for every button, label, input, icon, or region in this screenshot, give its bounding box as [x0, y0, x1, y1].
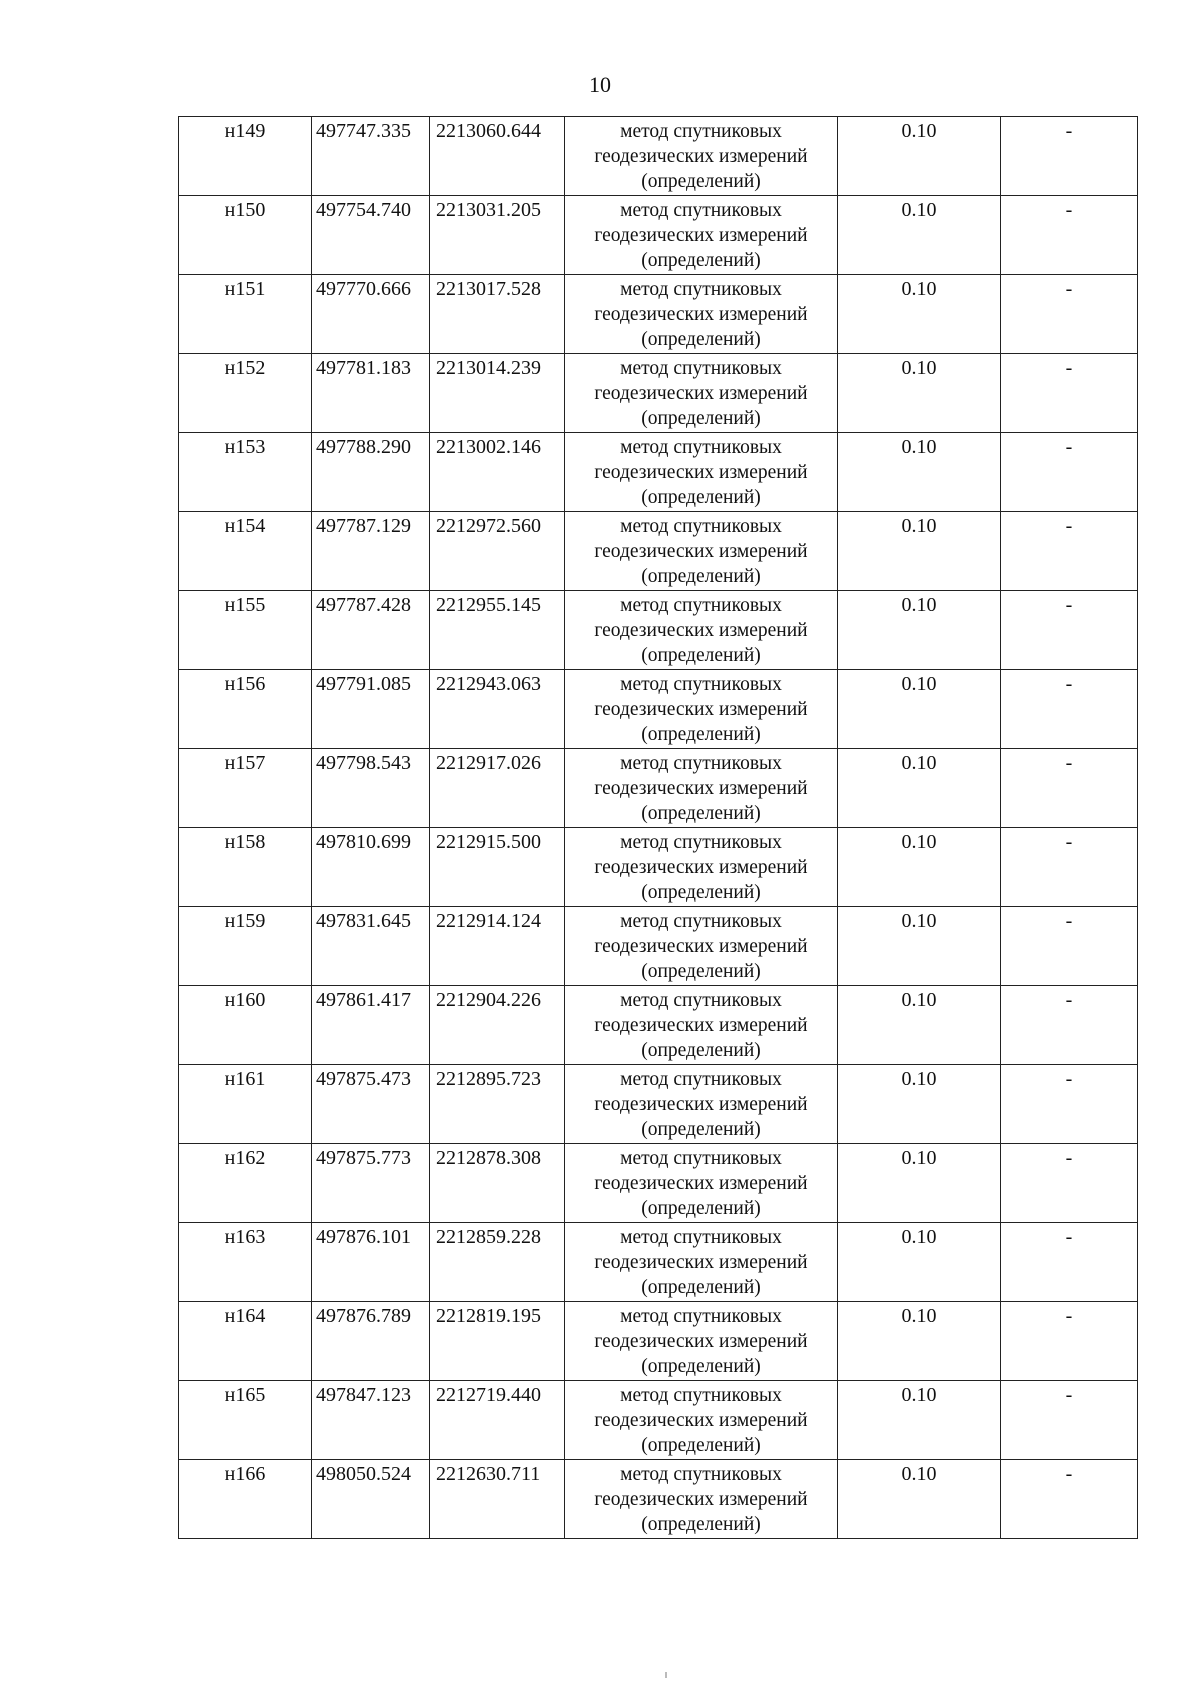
- table-row: [179, 512, 1138, 591]
- method-cell: [565, 670, 838, 749]
- description-cell: -: [1001, 591, 1138, 670]
- method-line: геодезических измерений: [594, 1252, 808, 1273]
- coord-x-cell: 497875.773: [312, 1144, 430, 1223]
- coord-y-cell: 2212895.723: [430, 1065, 565, 1144]
- method-line: (определений): [641, 408, 761, 429]
- table-row: [179, 1460, 1138, 1539]
- point-name-cell: н157: [179, 749, 312, 828]
- method-line: (определений): [641, 487, 761, 508]
- method-line: геодезических измерений: [594, 225, 808, 246]
- method-line: (определений): [641, 1119, 761, 1140]
- accuracy-cell: 0.10: [838, 1460, 1001, 1539]
- coord-x-cell: 497787.129: [312, 512, 430, 591]
- method-line: (определений): [641, 961, 761, 982]
- method-line: метод спутниковых: [620, 1385, 782, 1406]
- coordinates-table-body: [179, 117, 1138, 1539]
- method-line: геодезических измерений: [594, 1094, 808, 1115]
- coord-x-cell: 497831.645: [312, 907, 430, 986]
- accuracy-cell: 0.10: [838, 907, 1001, 986]
- table-row: [179, 1144, 1138, 1223]
- description-cell: -: [1001, 986, 1138, 1065]
- table-row: [179, 433, 1138, 512]
- table-row: [179, 828, 1138, 907]
- description-cell: -: [1001, 512, 1138, 591]
- method-line: метод спутниковых: [620, 1306, 782, 1327]
- coord-x-cell: 497847.123: [312, 1381, 430, 1460]
- method-line: геодезических измерений: [594, 1173, 808, 1194]
- method-cell: [565, 512, 838, 591]
- coordinates-table: [178, 116, 1138, 1539]
- method-line: (определений): [641, 1277, 761, 1298]
- coord-y-cell: 2213017.528: [430, 275, 565, 354]
- point-name-cell: н152: [179, 354, 312, 433]
- method-line: (определений): [641, 1435, 761, 1456]
- method-cell: [565, 1223, 838, 1302]
- description-cell: -: [1001, 354, 1138, 433]
- method-line: метод спутниковых: [620, 1464, 782, 1485]
- method-line: метод спутниковых: [620, 990, 782, 1011]
- method-cell: [565, 907, 838, 986]
- coord-x-cell: 497875.473: [312, 1065, 430, 1144]
- coord-y-cell: 2212878.308: [430, 1144, 565, 1223]
- method-line: метод спутниковых: [620, 1227, 782, 1248]
- coord-y-cell: 2213060.644: [430, 117, 565, 196]
- table-row: [179, 1302, 1138, 1381]
- description-cell: -: [1001, 1381, 1138, 1460]
- method-line: метод спутниковых: [620, 121, 782, 142]
- coord-x-cell: 497747.335: [312, 117, 430, 196]
- coord-x-cell: 497876.101: [312, 1223, 430, 1302]
- method-line: (определений): [641, 803, 761, 824]
- description-cell: -: [1001, 275, 1138, 354]
- method-line: метод спутниковых: [620, 595, 782, 616]
- coord-x-cell: 497781.183: [312, 354, 430, 433]
- point-name-cell: н154: [179, 512, 312, 591]
- accuracy-cell: 0.10: [838, 117, 1001, 196]
- method-line: (определений): [641, 1514, 761, 1535]
- description-cell: -: [1001, 1223, 1138, 1302]
- coord-y-cell: 2212972.560: [430, 512, 565, 591]
- method-cell: [565, 749, 838, 828]
- method-line: (определений): [641, 329, 761, 350]
- coord-x-cell: 497770.666: [312, 275, 430, 354]
- coord-x-cell: 498050.524: [312, 1460, 430, 1539]
- point-name-cell: н150: [179, 196, 312, 275]
- method-line: геодезических измерений: [594, 462, 808, 483]
- table-row: [179, 986, 1138, 1065]
- point-name-cell: н156: [179, 670, 312, 749]
- description-cell: -: [1001, 1302, 1138, 1381]
- description-cell: -: [1001, 828, 1138, 907]
- point-name-cell: н166: [179, 1460, 312, 1539]
- description-cell: -: [1001, 196, 1138, 275]
- accuracy-cell: 0.10: [838, 512, 1001, 591]
- description-cell: -: [1001, 433, 1138, 512]
- method-line: геодезических измерений: [594, 1489, 808, 1510]
- method-cell: [565, 433, 838, 512]
- coord-x-cell: 497810.699: [312, 828, 430, 907]
- table-row: [179, 749, 1138, 828]
- table-row: [179, 1065, 1138, 1144]
- description-cell: -: [1001, 907, 1138, 986]
- method-line: геодезических измерений: [594, 699, 808, 720]
- method-line: геодезических измерений: [594, 936, 808, 957]
- table-row: [179, 907, 1138, 986]
- method-line: (определений): [641, 1040, 761, 1061]
- table-row: [179, 354, 1138, 433]
- coord-y-cell: 2212955.145: [430, 591, 565, 670]
- coord-y-cell: 2212917.026: [430, 749, 565, 828]
- point-name-cell: н155: [179, 591, 312, 670]
- description-cell: -: [1001, 1065, 1138, 1144]
- accuracy-cell: 0.10: [838, 828, 1001, 907]
- method-line: метод спутниковых: [620, 516, 782, 537]
- method-line: (определений): [641, 645, 761, 666]
- accuracy-cell: 0.10: [838, 433, 1001, 512]
- scan-artifact: [665, 1672, 667, 1678]
- point-name-cell: н160: [179, 986, 312, 1065]
- method-line: (определений): [641, 566, 761, 587]
- method-line: геодезических измерений: [594, 383, 808, 404]
- point-name-cell: н165: [179, 1381, 312, 1460]
- point-name-cell: н151: [179, 275, 312, 354]
- accuracy-cell: 0.10: [838, 986, 1001, 1065]
- method-line: метод спутниковых: [620, 832, 782, 853]
- method-line: (определений): [641, 1198, 761, 1219]
- method-cell: [565, 275, 838, 354]
- coord-y-cell: 2212719.440: [430, 1381, 565, 1460]
- page-number: 10: [589, 72, 611, 97]
- method-line: метод спутниковых: [620, 437, 782, 458]
- accuracy-cell: 0.10: [838, 1381, 1001, 1460]
- method-line: геодезических измерений: [594, 778, 808, 799]
- method-line: геодезических измерений: [594, 304, 808, 325]
- method-line: (определений): [641, 882, 761, 903]
- point-name-cell: н161: [179, 1065, 312, 1144]
- method-cell: [565, 1381, 838, 1460]
- method-line: геодезических измерений: [594, 857, 808, 878]
- method-line: геодезических измерений: [594, 620, 808, 641]
- table-row: [179, 275, 1138, 354]
- method-cell: [565, 1065, 838, 1144]
- coord-y-cell: 2212819.195: [430, 1302, 565, 1381]
- method-line: метод спутниковых: [620, 753, 782, 774]
- point-name-cell: н164: [179, 1302, 312, 1381]
- coord-x-cell: 497754.740: [312, 196, 430, 275]
- description-cell: -: [1001, 1144, 1138, 1223]
- method-line: метод спутниковых: [620, 200, 782, 221]
- coord-y-cell: 2213031.205: [430, 196, 565, 275]
- accuracy-cell: 0.10: [838, 1144, 1001, 1223]
- method-line: метод спутниковых: [620, 1069, 782, 1090]
- coord-y-cell: 2212630.711: [430, 1460, 565, 1539]
- method-line: (определений): [641, 171, 761, 192]
- method-cell: [565, 354, 838, 433]
- method-line: метод спутниковых: [620, 358, 782, 379]
- coord-x-cell: 497791.085: [312, 670, 430, 749]
- table-row: [179, 117, 1138, 196]
- description-cell: -: [1001, 1460, 1138, 1539]
- description-cell: -: [1001, 749, 1138, 828]
- point-name-cell: н153: [179, 433, 312, 512]
- coord-y-cell: 2213002.146: [430, 433, 565, 512]
- method-line: метод спутниковых: [620, 674, 782, 695]
- accuracy-cell: 0.10: [838, 670, 1001, 749]
- point-name-cell: н163: [179, 1223, 312, 1302]
- accuracy-cell: 0.10: [838, 275, 1001, 354]
- method-line: геодезических измерений: [594, 146, 808, 167]
- accuracy-cell: 0.10: [838, 196, 1001, 275]
- point-name-cell: н159: [179, 907, 312, 986]
- method-line: геодезических измерений: [594, 1410, 808, 1431]
- accuracy-cell: 0.10: [838, 1302, 1001, 1381]
- method-cell: [565, 117, 838, 196]
- coord-y-cell: 2212914.124: [430, 907, 565, 986]
- description-cell: -: [1001, 670, 1138, 749]
- method-cell: [565, 1460, 838, 1539]
- description-cell: -: [1001, 117, 1138, 196]
- method-line: метод спутниковых: [620, 279, 782, 300]
- coord-y-cell: 2212943.063: [430, 670, 565, 749]
- coord-x-cell: 497787.428: [312, 591, 430, 670]
- accuracy-cell: 0.10: [838, 1223, 1001, 1302]
- accuracy-cell: 0.10: [838, 749, 1001, 828]
- coord-x-cell: 497788.290: [312, 433, 430, 512]
- method-cell: [565, 828, 838, 907]
- coord-x-cell: 497798.543: [312, 749, 430, 828]
- point-name-cell: н158: [179, 828, 312, 907]
- method-cell: [565, 986, 838, 1065]
- table-row: [179, 1381, 1138, 1460]
- method-cell: [565, 196, 838, 275]
- coord-x-cell: 497876.789: [312, 1302, 430, 1381]
- coord-y-cell: 2213014.239: [430, 354, 565, 433]
- coord-y-cell: 2212859.228: [430, 1223, 565, 1302]
- point-name-cell: н162: [179, 1144, 312, 1223]
- method-line: геодезических измерений: [594, 1331, 808, 1352]
- accuracy-cell: 0.10: [838, 591, 1001, 670]
- coord-x-cell: 497861.417: [312, 986, 430, 1065]
- table-row: [179, 670, 1138, 749]
- table-row: [179, 196, 1138, 275]
- method-cell: [565, 1144, 838, 1223]
- accuracy-cell: 0.10: [838, 354, 1001, 433]
- method-line: метод спутниковых: [620, 1148, 782, 1169]
- method-line: (определений): [641, 250, 761, 271]
- method-line: (определений): [641, 1356, 761, 1377]
- table-row: [179, 591, 1138, 670]
- method-cell: [565, 1302, 838, 1381]
- method-line: геодезических измерений: [594, 1015, 808, 1036]
- method-line: метод спутниковых: [620, 911, 782, 932]
- coord-y-cell: 2212915.500: [430, 828, 565, 907]
- table-row: [179, 1223, 1138, 1302]
- method-line: геодезических измерений: [594, 541, 808, 562]
- method-line: (определений): [641, 724, 761, 745]
- accuracy-cell: 0.10: [838, 1065, 1001, 1144]
- method-cell: [565, 591, 838, 670]
- point-name-cell: н149: [179, 117, 312, 196]
- coord-y-cell: 2212904.226: [430, 986, 565, 1065]
